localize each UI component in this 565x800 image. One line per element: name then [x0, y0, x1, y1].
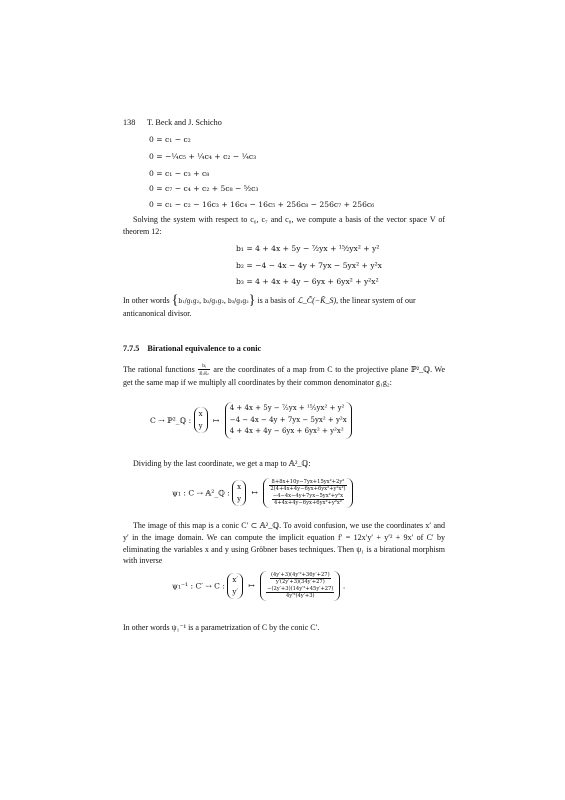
input-var-x-prime: x′ [232, 575, 238, 584]
fraction-denominator: g₁g₂ [199, 370, 209, 377]
page-number: 138 [123, 118, 136, 127]
basis-set-item-3: b₃/g₁g₂ [227, 298, 249, 305]
paragraph-dividing: Dividing by the last coordinate, we get a map to 𝔸²_ℚ: [133, 459, 311, 468]
projective-map-output-vector [225, 402, 352, 439]
output-row-2: −4 − 4x − 4y + 7yx − 5yx² + y²x [229, 415, 347, 424]
output-row-3: 4 + 4x + 4y − 6yx + 6yx² + y²x² [229, 427, 344, 435]
inverse-map-period: . [342, 581, 346, 591]
system-equation-3: 0 = c₁ − c₃ + c₈ [149, 169, 210, 178]
projective-map [150, 402, 352, 439]
paragraph-final: In other words ψ₁⁻¹ is a parametrization of C by the conic C′. [123, 623, 320, 632]
output-row-1: 4 + 4x + 5y − ⁷⁄₂yx + ¹⁵⁄₂yx² + y² [229, 404, 345, 412]
inverse-map-input-vector [227, 573, 243, 599]
text-is-basis-of: is a basis of [257, 296, 295, 305]
basis-set-item-2: b₂/g₁g₂ [203, 298, 224, 305]
affine-map-input-vector [232, 480, 246, 506]
system-equation-1: 0 = c₁ − c₂ [149, 135, 191, 144]
text-rational-a: The rational functions [123, 364, 195, 374]
linear-system-symbol: ℒ_C̃(−K̃_S) [296, 296, 337, 305]
fraction-bi-over-g1g2 [198, 363, 210, 377]
fraction-numerator: bᵢ [198, 363, 210, 370]
input-var-y: y [237, 494, 242, 503]
inverse-fraction-2-denominator: 4y′²(4y′+3) [285, 593, 315, 600]
left-brace: { [171, 293, 179, 309]
inverse-map [172, 571, 345, 601]
text-in-other-words: In other words [123, 296, 170, 305]
inverse-fraction-2 [266, 586, 334, 600]
affine-map-lhs: ψ₁ : C ⇢ 𝔸²_ℚ : [172, 488, 230, 498]
running-authors: T. Beck and J. Schicho [146, 118, 222, 127]
affine-fraction-2-denominator: 4+4x+4y−6yx+6yx²+y²x² [273, 500, 342, 507]
section-number: 7.7.5 [123, 344, 140, 353]
inverse-fraction-1 [270, 572, 331, 586]
projective-map-input-vector [194, 407, 208, 433]
basis-set-item-1: b₁/g₁g₂ [178, 298, 200, 305]
right-brace: } [248, 293, 256, 309]
inverse-map-output-vector [260, 571, 340, 601]
affine-fraction-2 [272, 493, 344, 507]
projective-map-lhs: C ⇢ ℙ²_ℚ : [150, 415, 192, 425]
inverse-map-lhs: ψ₁⁻¹ : C′ ⇢ C : [172, 581, 225, 591]
inverse-fraction-1-denominator: y′(2y′+3)(34y′+27) [275, 579, 325, 586]
section-title: Birational equivalence to a conic [147, 344, 262, 353]
paragraph-other-words-basis: In other words {b₁/g₁g₂, b₂/g₁g₂, b₃/g₁g₂} is a basis of ℒ_C̃(−K̃_S), the linear system of our anticanonical divisor. [123, 293, 416, 318]
system-equation-2: 0 = −¼c₅ + ¼c₄ + c₂ − ¼c₃ [149, 152, 257, 161]
basis-b1: b₁ = 4 + 4x + 5y − ⁷⁄₂yx + ¹⁵⁄₂yx² + y² [236, 244, 380, 253]
input-var-x: x [237, 482, 242, 491]
maps-to-arrow: ↦ [251, 488, 258, 498]
section-heading [123, 344, 261, 353]
running-header [123, 118, 222, 127]
affine-map-output-vector [263, 478, 352, 508]
affine-fraction-2-numerator: −4−4x−4y+7yx−5yx²+y²x [272, 492, 344, 499]
affine-fraction-1 [269, 479, 346, 493]
affine-fraction-1-numerator: 8+8x+10y−7yx+15yx²+2y² [269, 479, 346, 486]
text-rational-b: are the coordinates of a map from C to the projective plane ℙ²_ℚ. We get the same map if we multiply all coordinates by their common denominator g₁g₂: [123, 364, 445, 387]
maps-to-arrow: ↦ [248, 581, 255, 591]
inverse-fraction-1-numerator: (4y′+3)(4y′²+36y′+27) [270, 572, 330, 578]
maps-to-arrow: ↦ [212, 415, 220, 425]
affine-map [172, 478, 353, 508]
paragraph-solving: Solving the system with respect to c₆, c₇ and c₈, we compute a basis of the vector space V of theorem 12: [123, 215, 445, 236]
paragraph-rational-functions [123, 363, 445, 389]
input-var-y-prime: y′ [232, 587, 238, 596]
paragraph-image-conic: The image of this map is a conic C′ ⊂ 𝔸²_ℚ. To avoid confusion, we use the coordinates x′ and y′ in the image domain. We can compute the implicit equation f′ = 12x′y′ + y′² + 9x′ of C′ by eliminating the variables x and y using Gröbner bases techniques. Then ψ₁ is a birational morphism with inverse [123, 521, 445, 566]
text-anticanonical: anticanonical divisor. [123, 308, 192, 318]
system-equation-5: 0 = c₁ − c₂ − 16c₃ + 16c₄ − 16c₅ + 256c₈ − 256c₇ + 256c₆ [149, 200, 375, 209]
text-linear-system: , the linear system of our [336, 296, 416, 305]
input-var-y: y [198, 422, 203, 431]
basis-b3: b₃ = 4 + 4x + 4y − 6yx + 6yx² + y²x² [236, 277, 379, 286]
basis-b2: b₂ = −4 − 4x − 4y + 7yx − 5yx² + y²x [236, 261, 382, 270]
inverse-fraction-2-numerator: −(2y′+3)(14y′²+45y′+27) [267, 585, 334, 592]
input-var-x: x [198, 410, 203, 419]
affine-fraction-1-denominator: 2(4+4x+4y−6yx+6yx²+y²x²) [270, 486, 346, 493]
system-equation-4: 0 = c₇ − c₄ + c₂ + 5c₈ − ⁵⁄₂c₃ [149, 184, 259, 193]
